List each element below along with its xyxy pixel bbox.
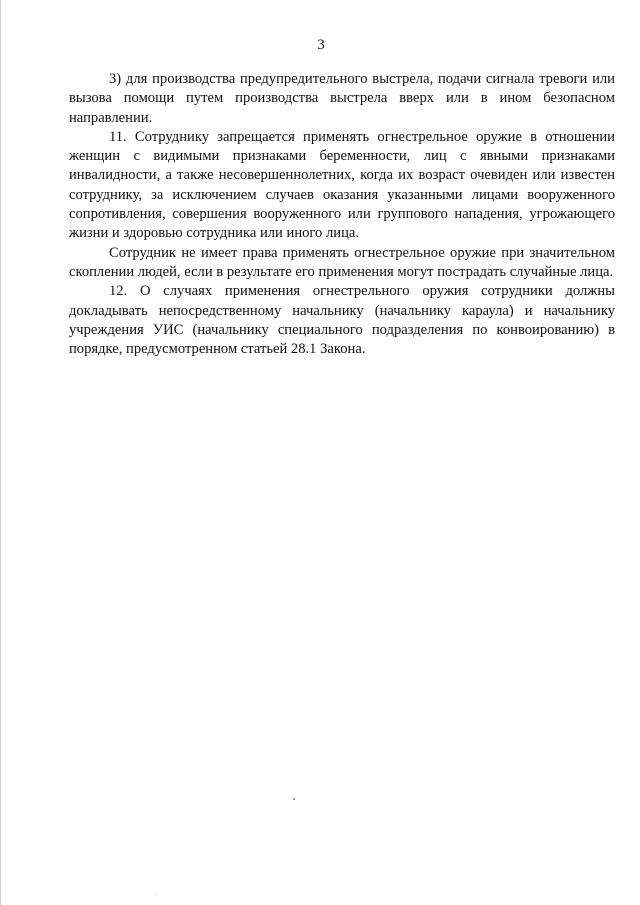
paragraph-crowd-restriction: Сотрудник не имеет права применять огнестрельное оружие при значительном скоплении людей, если в результате его применения могут пострадать случайные лица.	[69, 244, 615, 280]
paragraph-item-3: 3) для производства предупредительного выстрела, подачи сигнала тревоги или вызова помощи путем производства выстрела вверх или в ином безопасном направлении.	[69, 71, 615, 126]
scan-speck	[293, 798, 295, 800]
paragraph-clause-12: 12. О случаях применения огнестрельного оружия сотрудники должны докладывать непосредственному начальнику (начальнику караула) и начальнику учреждения УИС (начальнику специального подразделения по конвоированию) в порядке, предусмотренном статьей 28.1 Закона.	[69, 283, 615, 358]
paragraph-clause-11: 11. Сотруднику запрещается применять огнестрельное оружие в отношении женщин с видимыми признаками беременности, лиц с явными признаками инвалидности, а также несовершеннолетних, когда их возраст очевиден или известен сотруднику, за исключением случаев оказания указанными лицами вооруженного сопротивления, совершения вооруженного или группового нападения, угрожающего жизни и здоровью сотрудника или иного лица.	[69, 128, 615, 242]
page-number: 3	[317, 37, 325, 53]
document-body	[69, 70, 615, 359]
scan-speck	[155, 893, 156, 894]
